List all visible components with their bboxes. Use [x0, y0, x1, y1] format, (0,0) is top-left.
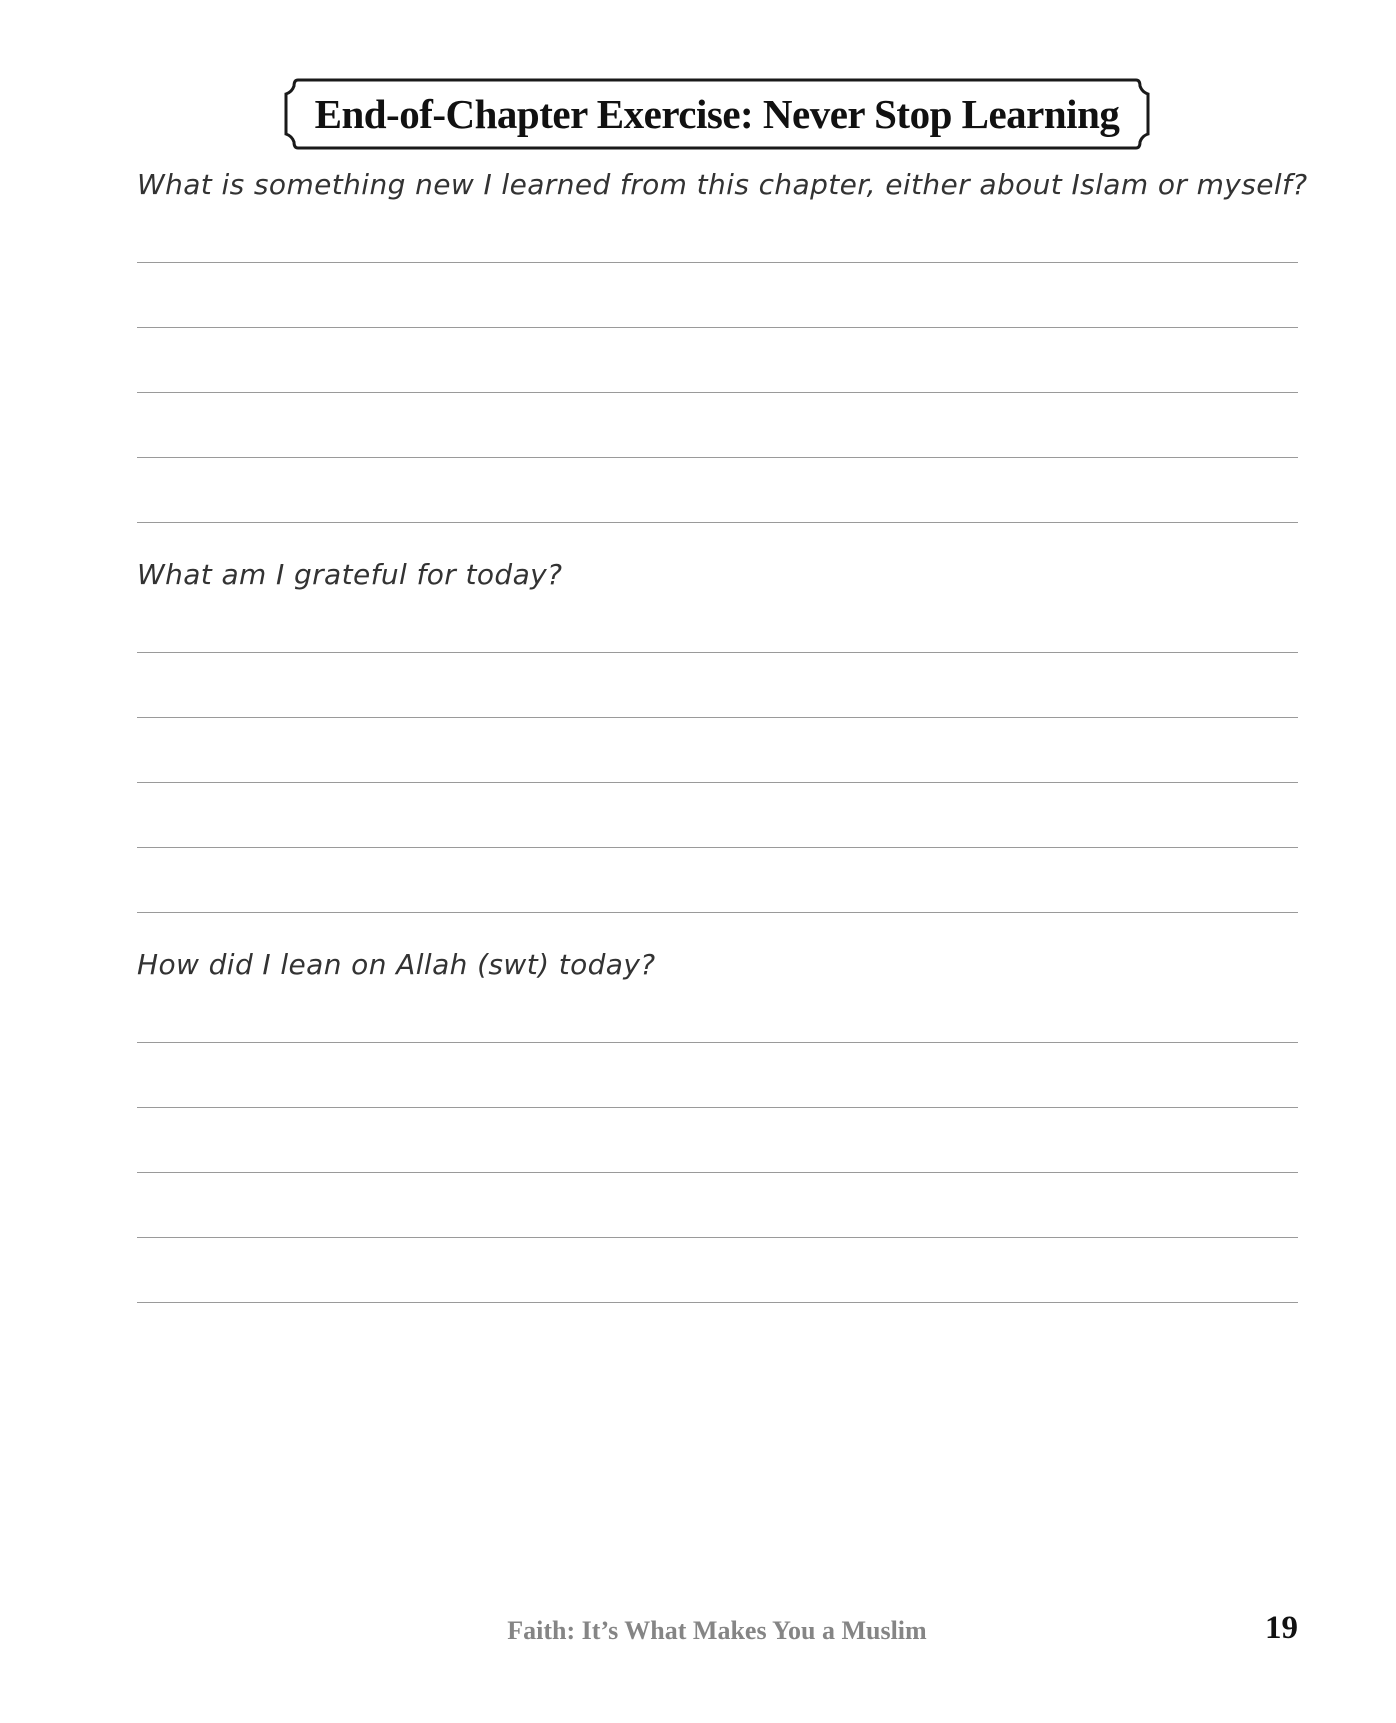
writing-line[interactable]	[137, 1237, 1298, 1238]
writing-line[interactable]	[137, 262, 1298, 263]
writing-line[interactable]	[137, 522, 1298, 523]
section-prompt: What is something new I learned from this chapter, either about Islam or myself?	[137, 168, 1308, 201]
section-prompt: How did I lean on Allah (swt) today?	[137, 948, 656, 981]
writing-line[interactable]	[137, 1042, 1298, 1043]
writing-line[interactable]	[137, 1172, 1298, 1173]
writing-line[interactable]	[137, 912, 1298, 913]
writing-line[interactable]	[137, 392, 1298, 393]
chapter-exercise-title-banner	[284, 78, 1150, 150]
writing-line[interactable]	[137, 1107, 1298, 1108]
page-number: 19	[1265, 1610, 1298, 1646]
running-footer-title: Faith: It’s What Makes You a Muslim	[507, 1616, 927, 1645]
writing-line[interactable]	[137, 1302, 1298, 1303]
writing-line[interactable]	[137, 782, 1298, 783]
section-prompt: What am I grateful for today?	[137, 558, 563, 591]
writing-line[interactable]	[137, 327, 1298, 328]
page-title: End-of-Chapter Exercise: Never Stop Learning	[314, 91, 1120, 137]
writing-line[interactable]	[137, 717, 1298, 718]
writing-line[interactable]	[137, 847, 1298, 848]
writing-line[interactable]	[137, 652, 1298, 653]
writing-line[interactable]	[137, 457, 1298, 458]
